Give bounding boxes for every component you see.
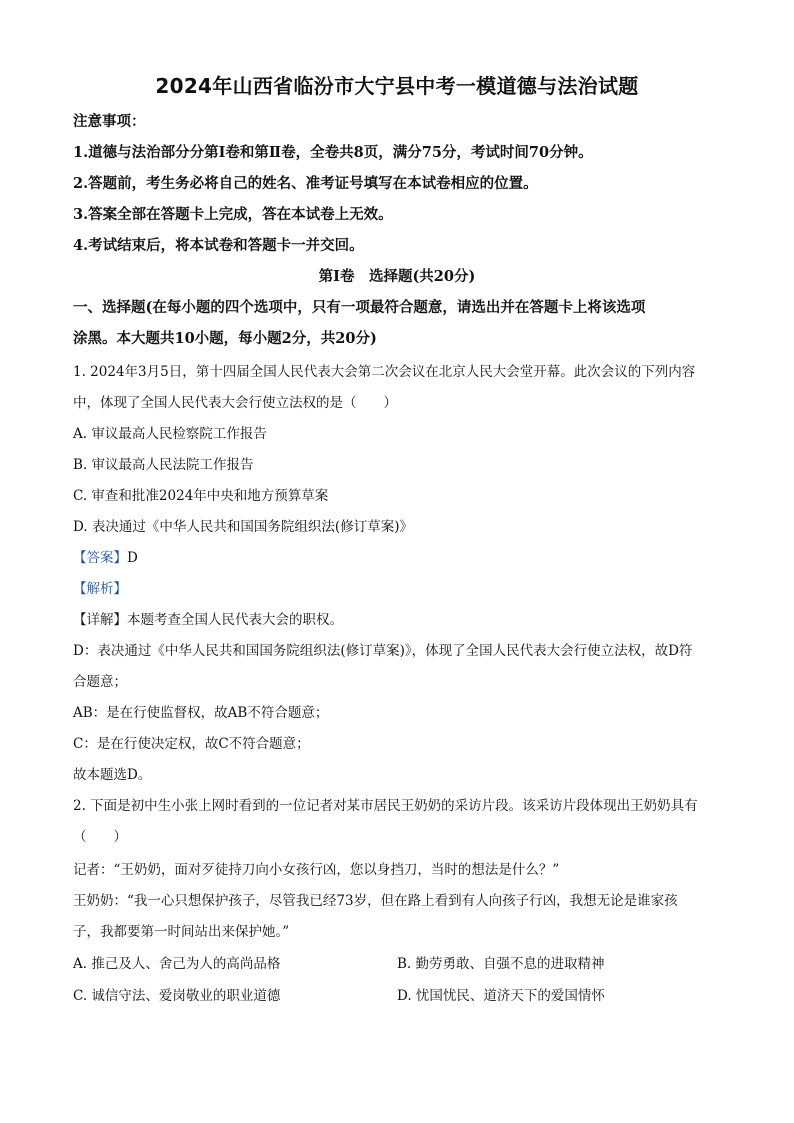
detail-tag: 【详解】: [73, 612, 127, 628]
question-2-stem: （ ）: [73, 829, 127, 845]
analysis-tag: 【解析】: [73, 581, 127, 597]
question-1-stem: 中，体现了全国人民代表大会行使立法权的是（ ）: [73, 395, 397, 411]
question-2-dialog: 子，我都要第一时间站出来保护她。”: [73, 924, 290, 940]
explanation-line: AB：是在行使监督权，故AB不符合题意；: [73, 705, 329, 721]
question-1-option-d: D. 表决通过《中华人民共和国国务院组织法(修订草案)》: [73, 519, 413, 535]
question-1-option-c: C. 审查和批准2024年中央和地方预算草案: [73, 488, 329, 504]
question-1-detail: [73, 608, 343, 628]
explanation-line: 合题意；: [73, 674, 127, 690]
notice-heading: 注意事项：: [73, 113, 146, 130]
notice-item: 1.道德与法治部分分第Ⅰ卷和第Ⅱ卷，全卷共8页，满分75分，考试时间70分钟。: [73, 144, 593, 161]
question-2-dialog: 记者：“王奶奶，面对歹徒持刀向小女孩行凶，您以身挡刀，当时的想法是什么？”: [73, 862, 560, 878]
question-2-option-c: C. 诚信守法、爱岗敬业的职业道德: [73, 988, 281, 1004]
question-1-option-b: B. 审议最高人民法院工作报告: [73, 457, 254, 473]
answer-tag: 【答案】: [73, 550, 127, 566]
explanation-line: D：表决通过《中华人民共和国国务院组织法(修订草案)》，体现了全国人民代表大会行使立法权，故D符: [73, 643, 693, 659]
page-title: 2024年山西省临汾市大宁县中考一模道德与法治试题: [155, 74, 639, 98]
question-2-dialog: 王奶奶：“我一心只想保护孩子，尽管我已经73岁，但在路上看到有人向孩子行凶，我想无论是谁家孩: [73, 893, 678, 909]
answer-value: D: [127, 550, 138, 566]
question-2-option-b: B. 勤劳勇敢、自强不息的进取精神: [397, 956, 605, 972]
detail-text: 本题考查全国人民代表大会的职权。: [127, 612, 343, 628]
section-instruction: 涂黑。本大题共10小题，每小题2分，共20分): [73, 330, 377, 347]
section-title: 第Ⅰ卷 选择题(共20分): [318, 268, 476, 285]
notice-item: 4.考试结束后，将本试卷和答题卡一并交回。: [73, 237, 364, 254]
notice-item: 3.答案全部在答题卡上完成，答在本试卷上无效。: [73, 206, 393, 223]
question-2-option-a: A. 推己及人、舍己为人的高尚品格: [73, 956, 281, 972]
explanation-line: 故本题选D。: [73, 767, 152, 783]
question-1-option-a: A. 审议最高人民检察院工作报告: [73, 426, 267, 442]
notice-item: 2.答题前，考生务必将自己的姓名、准考证号填写在本试卷相应的位置。: [73, 175, 538, 192]
explanation-line: C：是在行使决定权，故C不符合题意；: [73, 736, 310, 752]
section-instruction: 一、选择题(在每小题的四个选项中，只有一项最符合题意，请选出并在答题卡上将该选项: [73, 299, 646, 316]
question-1-answer: [73, 546, 138, 566]
question-2-option-d: D. 忧国忧民、道济天下的爱国情怀: [397, 988, 605, 1004]
question-2-stem: 2. 下面是初中生小张上网时看到的一位记者对某市居民王奶奶的采访片段。该采访片段体现出王奶奶具有: [73, 798, 698, 814]
question-1-stem: 1. 2024年3月5日，第十四届全国人民代表大会第二次会议在北京人民大会堂开幕。此次会议的下列内容: [73, 364, 696, 380]
